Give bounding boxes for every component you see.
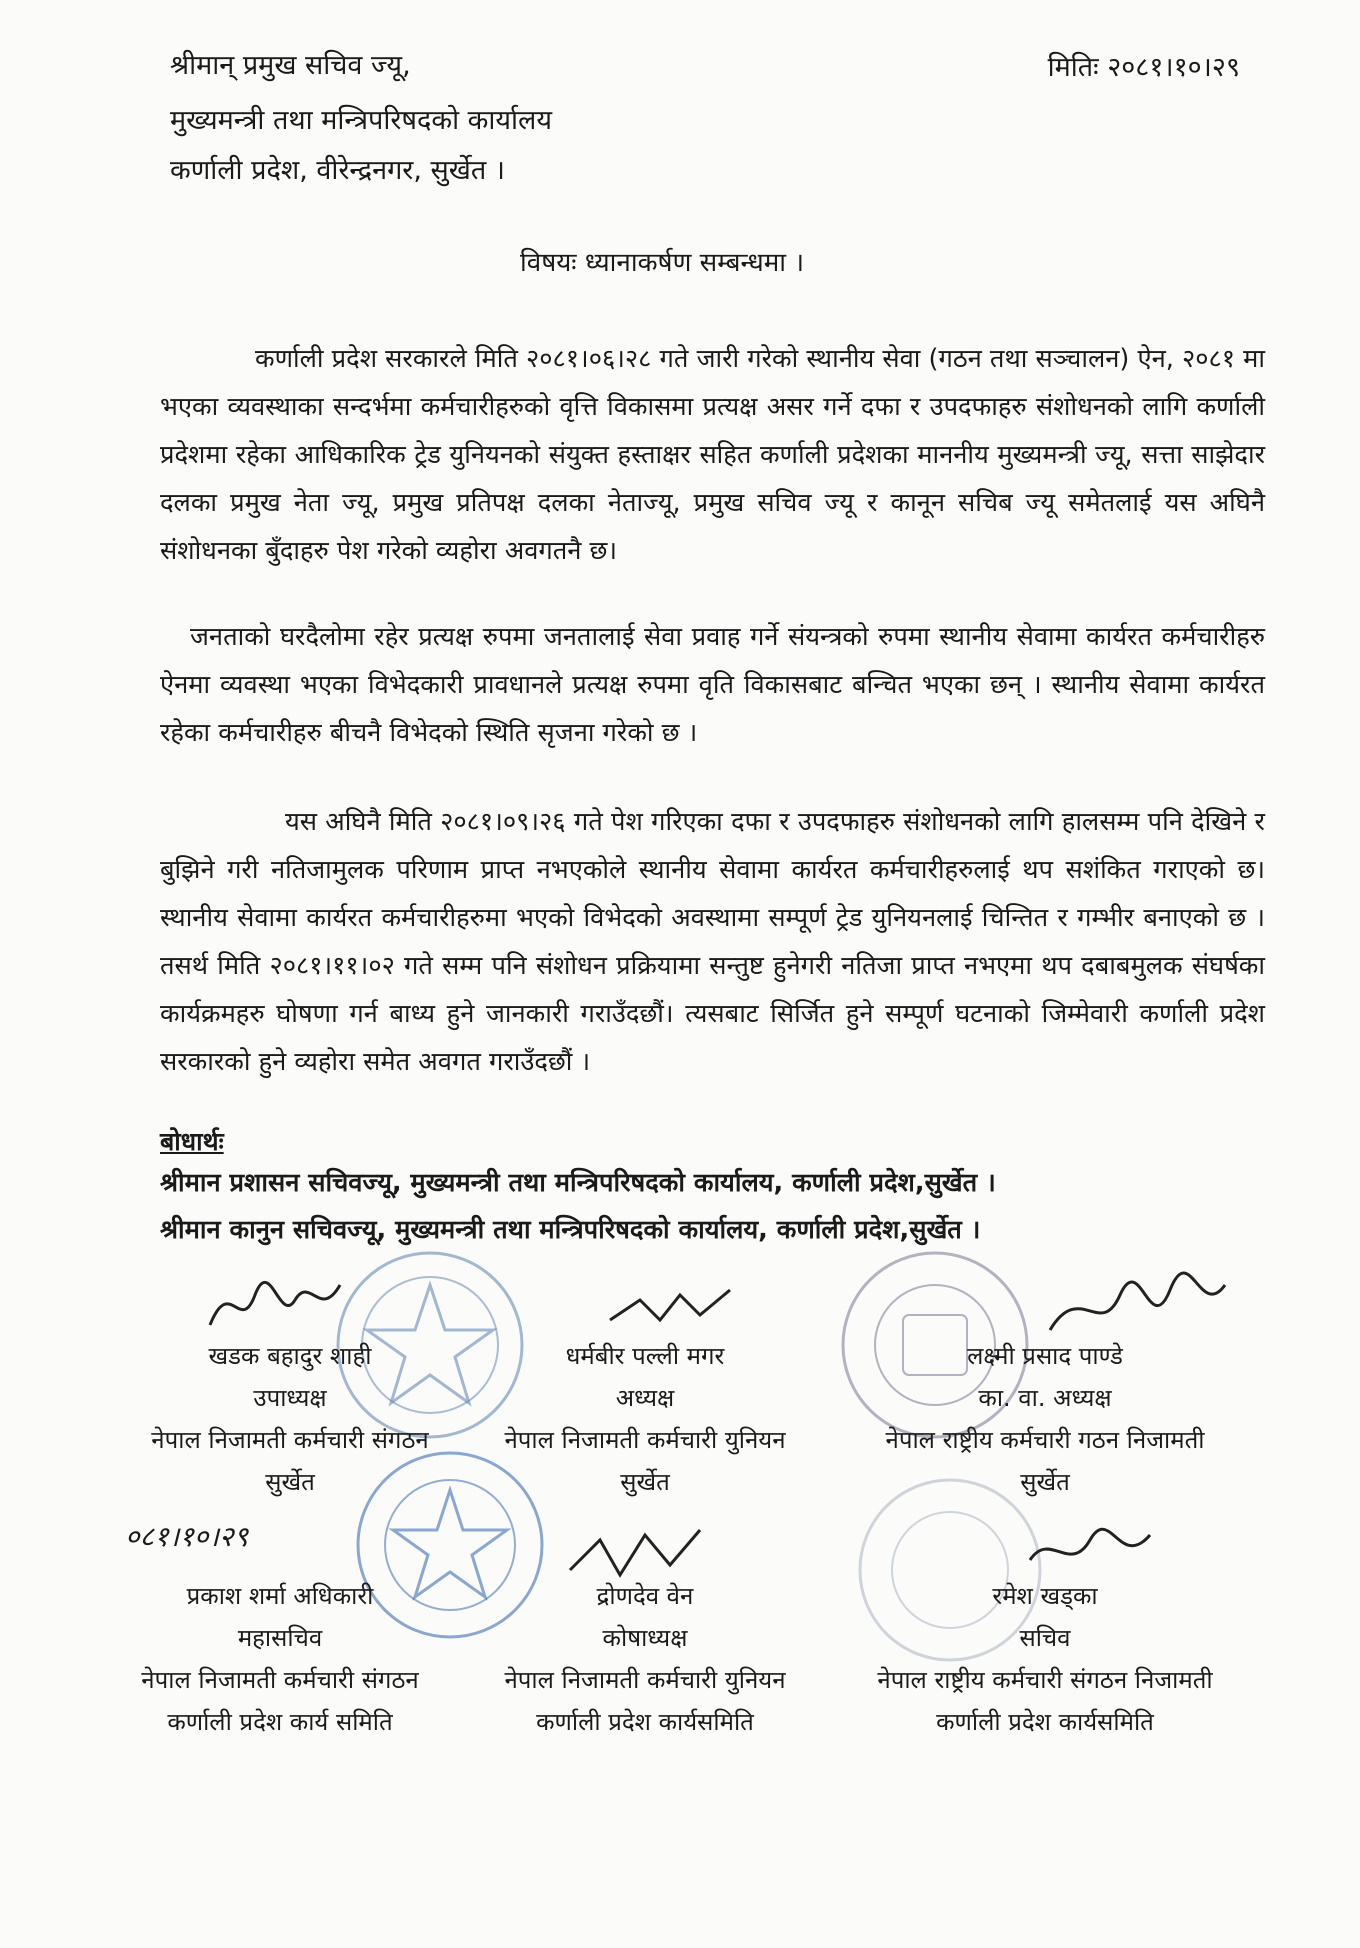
signatory-5-title: कोषाध्यक्ष (602, 1624, 688, 1652)
signatory-3-org: नेपाल राष्ट्रीय कर्मचारी गठन निजामती (885, 1426, 1205, 1454)
signatory-6 (845, 1575, 1245, 1743)
signatory-6-name: रमेश खड्का (992, 1582, 1098, 1610)
body-paragraph-1 (160, 335, 1265, 575)
body-paragraph-3 (160, 798, 1265, 1086)
paragraph-1-text: कर्णाली प्रदेश सरकारले मिति २०८१।०६।२८ गते जारी गरेको स्थानीय सेवा (गठन तथा सञ्चालन) ऐन, २०८१ मा भएका व्यवस्थाका सन्दर्भमा कर्मचारीहरुको वृत्ति विकासमा प्रत्यक्ष असर गर्ने दफा र उपदफाहरु संशोधनको लागि कर्णाली प्रदेशमा रहेका आधिकारिक ट्रेड युनियनको संयुक्त हस्ताक्षर सहित कर्णाली प्रदेशका माननीय मुख्यमन्त्री ज्यू, सत्ता साझेदार दलका प्रमुख नेता ज्यू, प्रमुख प्रतिपक्ष दलका नेताज्यू, प्रमुख सचिव ज्यू र कानून सचिब ज्यू समेतलाई यस अघिनै संशोधनका बुँदाहरु पेश गरेको व्यहोरा अवगतनै छ। (160, 344, 1265, 566)
signatory-3 (845, 1335, 1245, 1503)
signatory-4-name: प्रकाश शर्मा अधिकारी (186, 1582, 374, 1610)
signatory-6-org: नेपाल राष्ट्रीय कर्मचारी संगठन निजामती (877, 1666, 1213, 1694)
signatory-1 (90, 1335, 490, 1503)
signatory-4-place: कर्णाली प्रदेश कार्य समिति (167, 1708, 393, 1736)
recipient-line-3: कर्णाली प्रदेश, वीरेन्द्रनगर, सुर्खेत । (170, 155, 506, 186)
signatory-2-org: नेपाल निजामती कर्मचारी युनियन (504, 1426, 786, 1454)
paragraph-3-text: यस अघिनै मिति २०८१।०९।२६ गते पेश गरिएका दफा र उपदफाहरु संशोधनको लागि हालसम्म पनि देखिने र बुझिने गरी नतिजामुलक परिणाम प्राप्त नभएकोले स्थानीय सेवामा कार्यरत कर्मचारीहरुलाई थप सशंकित गराएको छ। स्थानीय सेवामा कार्यरत कर्मचारीहरुमा भएको विभेदको अवस्थामा सम्पूर्ण ट्रेड युनियनलाई चिन्तित र गम्भीर बनाएको छ । तसर्थ मिति २०८१।११।०२ गते सम्म पनि संशोधन प्रक्रियामा सन्तुष्ट हुनेगरी नतिजा प्राप्त नभएमा थप दबाबमुलक संघर्षका कार्यक्रमहरु घोषणा गर्न बाध्य हुने जानकारी गराउँदछौं। त्यसबाट सिर्जित हुने सम्पूर्ण घटनाको जिम्मेवारी कर्णाली प्रदेश सरकारको हुने व्यहोरा समेत अवगत गराउँदछौं । (160, 807, 1265, 1077)
handwritten-date: ०८१।१०।२९ (125, 1520, 249, 1553)
signatory-6-place: कर्णाली प्रदेश कार्यसमिति (936, 1708, 1154, 1736)
signature-6 (1020, 1520, 1160, 1580)
signatory-2 (445, 1335, 845, 1503)
signatory-5 (445, 1575, 845, 1743)
signature-2 (600, 1280, 740, 1340)
signatory-1-title: उपाध्यक्ष (253, 1384, 327, 1412)
signatory-1-name: खडक बहादुर शाही (208, 1342, 372, 1370)
recipient-line-2: मुख्यमन्त्री तथा मन्त्रिपरिषदको कार्यालय (170, 105, 553, 136)
signatory-2-name: धर्मबीर पल्ली मगर (565, 1342, 725, 1370)
subject-line: विषयः ध्यानाकर्षण सम्बन्धमा । (520, 248, 805, 278)
signatory-5-name: द्रोणदेव वेन (596, 1582, 694, 1610)
cc-line-2: श्रीमान कानुन सचिवज्यू, मुख्यमन्त्री तथा मन्त्रिपरिषदको कार्यालय, कर्णाली प्रदेश,सुर्खेत । (160, 1215, 981, 1245)
signatory-4-org: नेपाल निजामती कर्मचारी संगठन (141, 1666, 419, 1694)
signature-1 (200, 1265, 350, 1345)
signatory-5-place: कर्णाली प्रदेश कार्यसमिति (536, 1708, 754, 1736)
letter-date: मितिः २०८१।१०।२९ (1047, 52, 1240, 83)
signatory-3-place: सुर्खेत (1020, 1468, 1070, 1496)
signatory-4-title: महासचिव (237, 1624, 323, 1652)
cc-line-1: श्रीमान प्रशासन सचिवज्यू, मुख्यमन्त्री तथा मन्त्रिपरिषदको कार्यालय, कर्णाली प्रदेश,सुर्खेत । (160, 1168, 996, 1198)
recipient-line-1: श्रीमान् प्रमुख सचिव ज्यू, (170, 50, 411, 81)
paragraph-2-text: जनताको घरदैलोमा रहेर प्रत्यक्ष रुपमा जनतालाई सेवा प्रवाह गर्ने संयन्त्रको रुपमा स्थानीय सेवामा कार्यरत कर्मचारीहरु ऐनमा व्यवस्था भएका विभेदकारी प्रावधानले प्रत्यक्ष रुपमा वृति विकासबाट बन्चित भएका छन् । स्थानीय सेवामा कार्यरत रहेका कर्मचारीहरु बीचनै विभेदको स्थिति सृजना गरेको छ । (160, 622, 1265, 748)
signatory-2-title: अध्यक्ष (615, 1384, 675, 1412)
signatory-1-place: सुर्खेत (265, 1468, 315, 1496)
signatory-1-org: नेपाल निजामती कर्मचारी संगठन (151, 1426, 429, 1454)
signatory-3-title: का. वा. अध्यक्ष (978, 1384, 1112, 1412)
signatory-3-name: लक्ष्मी प्रसाद पाण्डे (967, 1342, 1123, 1370)
signatory-6-title: सचिव (1019, 1624, 1071, 1652)
cc-label: बोधार्थः (160, 1127, 224, 1156)
signatory-5-org: नेपाल निजामती कर्मचारी युनियन (504, 1666, 786, 1694)
signatory-4 (80, 1575, 480, 1743)
body-paragraph-2 (160, 613, 1265, 757)
signatory-2-place: सुर्खेत (620, 1468, 670, 1496)
